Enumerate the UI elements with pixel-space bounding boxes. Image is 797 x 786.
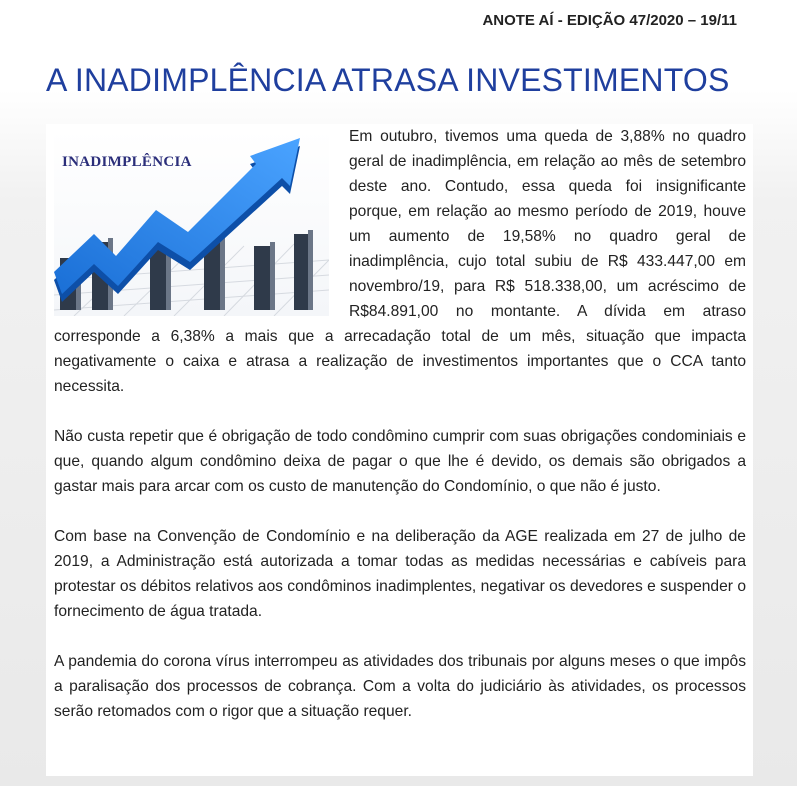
edition-header: ANOTE AÍ - EDIÇÃO 47/2020 – 19/11 — [482, 12, 737, 29]
image-label: INADIMPLÊNCIA — [62, 154, 192, 170]
rising-arrow-image — [54, 130, 329, 316]
inadimplencia-chart-illustration — [54, 130, 329, 316]
article-paragraph: Com base na Convenção de Condomínio e na deliberação da AGE realizada em 27 de julho de 2019, a Administração está autorizada a tomar todas as medidas necessárias e cabíveis para protestar os débitos relativos aos condôminos inadimplentes, negativar os devedores e suspender o fornecimento de água tratada. — [54, 528, 746, 620]
article-paragraph: Em outubro, tivemos uma queda de 3,88% no quadro geral de inadimplência, em relação ao mês de setembro deste ano. Contudo, essa queda foi insignificante porque, em relação ao mesmo período de 2019, houve um aumento de 19,58% no quadro geral de inadimplência, cujo total subiu de R$ 433.447,00 em novembro/19, para R$ 518.338,00, um acréscimo de R$84.891,00 no montante. A dívida em atraso corresponde a 6,38% a mais que a arrecadação total de um mês, situação que impacta negativamente o caixa e atrasa a realização de investimentos importantes que o CCA tanto necessita. — [54, 128, 746, 395]
article-paragraph: A pandemia do corona vírus interrompeu as atividades dos tribunais por alguns meses o que impôs a paralisação dos processos de cobrança. Com a volta do judiciário às atividades, os processos serão retomados com o rigor que a situação requer. — [54, 653, 746, 720]
article-title: A INADIMPLÊNCIA ATRASA INVESTIMENTOS — [46, 62, 730, 98]
article-body — [46, 124, 753, 776]
article-paragraph: Não custa repetir que é obrigação de todo condômino cumprir com suas obrigações condominiais e que, quando algum condômino deixa de pagar o que lhe é devido, os demais são obrigados a gastar mais para arcar com os custo de manutenção do Condomínio, o que não é justo. — [54, 428, 746, 495]
